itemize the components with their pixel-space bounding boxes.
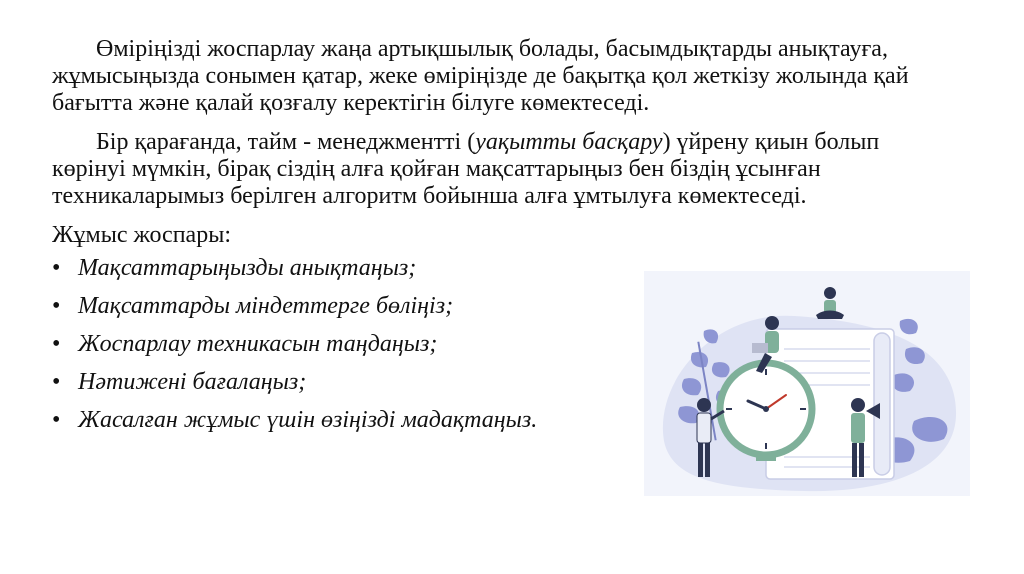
paper-roll [874,333,890,475]
list-item: • Жоспарлау техникасын таңдаңыз; [52,331,438,357]
bullet-icon: • [52,331,61,357]
list-item: • Мақсаттарыңызды анықтаңыз; [52,255,417,281]
list-item: • Мақсаттарды міндеттерге бөліңіз; [52,293,454,319]
intro-paragraph: Өміріңізді жоспарлау жаңа артықшылық болады, басымдықтарды анықтауға, жұмысыңызда сонымен қатар, жеке өміріңізде де бақытқа қол жеткізу жолында қай бағытта және қалай қозғалу керектігін білуге көмектеседі. [52,36,909,116]
paragraph2-italic-term: уақытты басқару [475,129,663,155]
bullet-icon: • [52,293,61,319]
bullet-icon: • [52,255,61,281]
illustration-svg [644,271,970,496]
time-management-paragraph [52,129,952,210]
clock-stand [756,455,776,461]
paragraph2-end: ) үйрену қиын болып көрінуі мүмкін, бірақ сіздің алға қойған мақсаттарыңыз бен біздің ұсынған техникаларымыз берілген алгоритм бойынша алға ұмтылуға көмектеседі. [52,129,880,209]
time-management-illustration [644,271,970,496]
bullet-icon: • [52,407,61,433]
paragraph2-start: Бір қарағанда, тайм - менеджментті ( [96,129,476,155]
list-item: • Жасалған жұмыс үшін өзіңізді мадақтаңыз. [52,407,538,433]
clock-center [763,406,769,412]
plan-heading: Жұмыс жоспары: [52,222,231,248]
list-item: • Нәтижені бағалаңыз; [52,369,307,395]
bullet-icon: • [52,369,61,395]
